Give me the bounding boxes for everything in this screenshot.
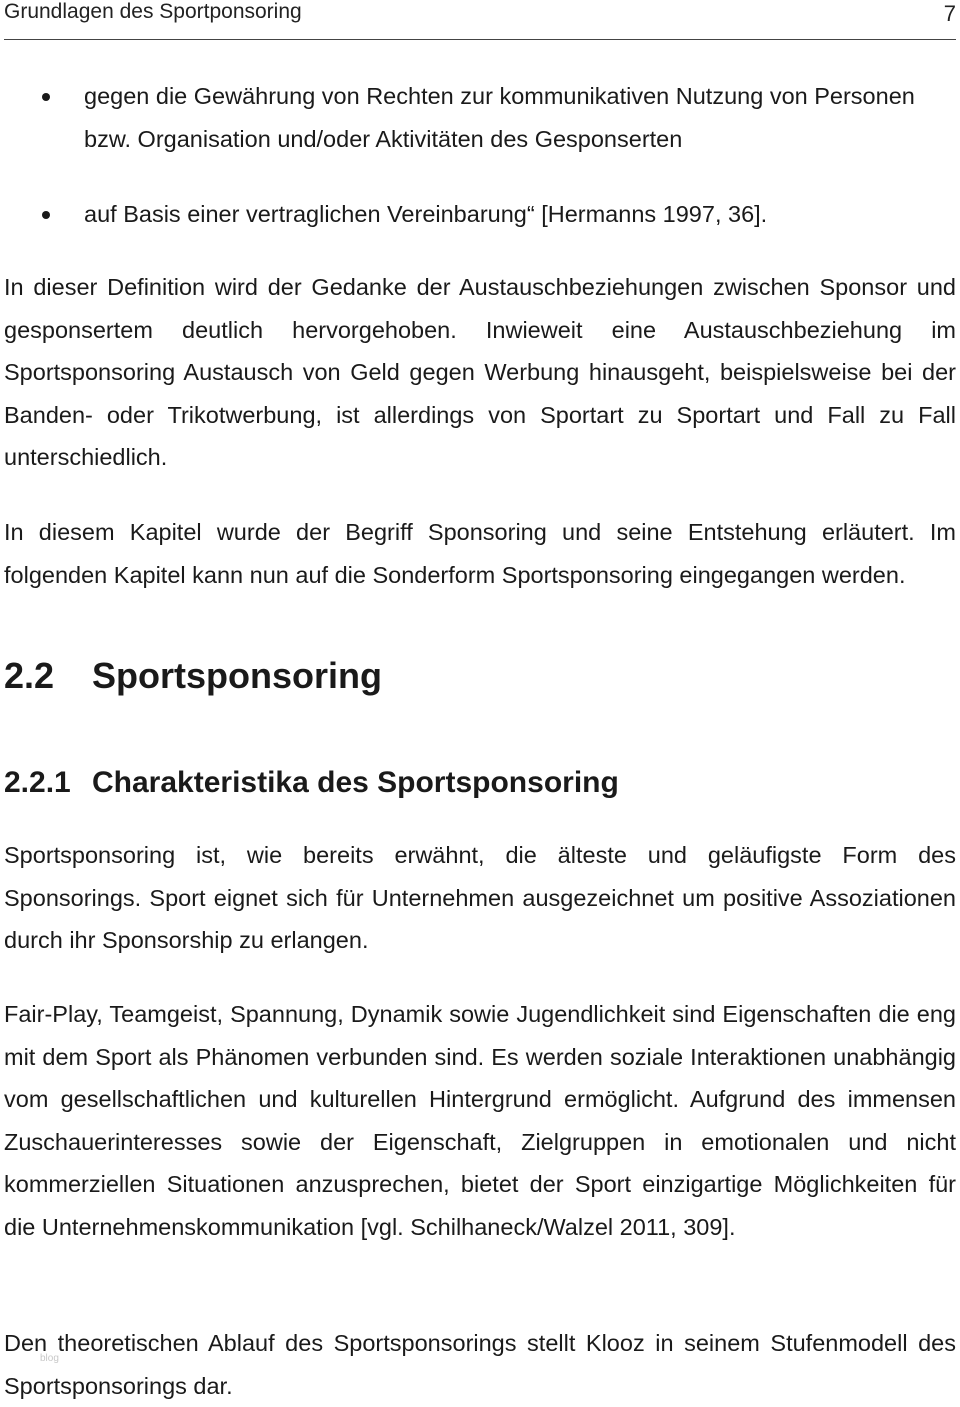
paragraph-sportsponsoring-intro: Sportsponsoring ist, wie bereits erwähnt, die älteste und geläufigste Form des Sponsorings. Sport eignet sich für Unternehmen ausgezeichnet um positive Assoziationen durch ihr Sponsorship zu erlangen.: [4, 842, 956, 954]
paragraph-definition: In dieser Definition wird der Gedanke der Austauschbeziehungen zwischen Sponsor und gesponsertem deutlich hervorgehoben. Inwieweit eine Austauschbeziehung im Sportsponsoring Austausch von Geld gegen Werbung hinausgeht, beispielsweise bei der Banden- oder Trikotwerbung, ist allerdings von Sportart zu Sportart und Fall zu Fall unterschiedlich.: [4, 274, 956, 471]
bullet-item: [0, 75, 960, 160]
header-title: Grundlagen des Sportponsoring: [4, 0, 302, 23]
bullet-text: auf Basis einer vertraglichen Vereinbarung“ [Hermanns 1997, 36].: [84, 201, 768, 227]
page-number: 7: [943, 1, 956, 26]
running-header: [4, 0, 956, 40]
bullet-dot-icon: [42, 211, 50, 219]
paragraph-sport-properties: Fair-Play, Teamgeist, Spannung, Dynamik sowie Jugendlichkeit sind Eigenschaften die eng mit dem Sport als Phänomen verbunden sind. Es werden soziale Interaktionen unabhängig vom gesellschaftlichen und kulturellen Hintergrund ermöglicht. Aufgrund des immensen Zuschauerinteresses sowie der Eigenschaft, Zielgruppen in emotionalen und nicht kommerziellen Situationen anzusprechen, bietet der Sport einzigartige Möglichkeiten für die Unternehmenskommunikation [vgl. Schilhaneck/Walzel 2011, 309].: [4, 1001, 956, 1240]
subsection-heading: [4, 763, 619, 803]
watermark-text: blog: [40, 1353, 59, 1364]
section-number: 2.2: [4, 655, 55, 696]
bullet-text: gegen die Gewährung von Rechten zur kommunikativen Nutzung von Personen bzw. Organisation und/oder Aktivitäten des Gesponserten: [84, 83, 915, 152]
bullet-dot-icon: [42, 93, 50, 101]
section-heading: [4, 652, 382, 700]
bullet-list: [0, 75, 960, 269]
subsection-title: Charakteristika des Sportsponsoring: [92, 766, 619, 799]
section-title: Sportsponsoring: [92, 655, 382, 696]
subsection-number: 2.2.1: [4, 766, 71, 799]
paragraph-chapter-summary: In diesem Kapitel wurde der Begriff Sponsoring und seine Entstehung erläutert. Im folgenden Kapitel kann nun auf die Sonderform Sportsponsoring eingegangen werden.: [4, 519, 956, 588]
bullet-item: [0, 193, 960, 236]
paragraph-klooz-model: Den theoretischen Ablauf des Sportsponsorings stellt Klooz in seinem Stufenmodell des Sportsponsorings dar.: [4, 1330, 956, 1399]
